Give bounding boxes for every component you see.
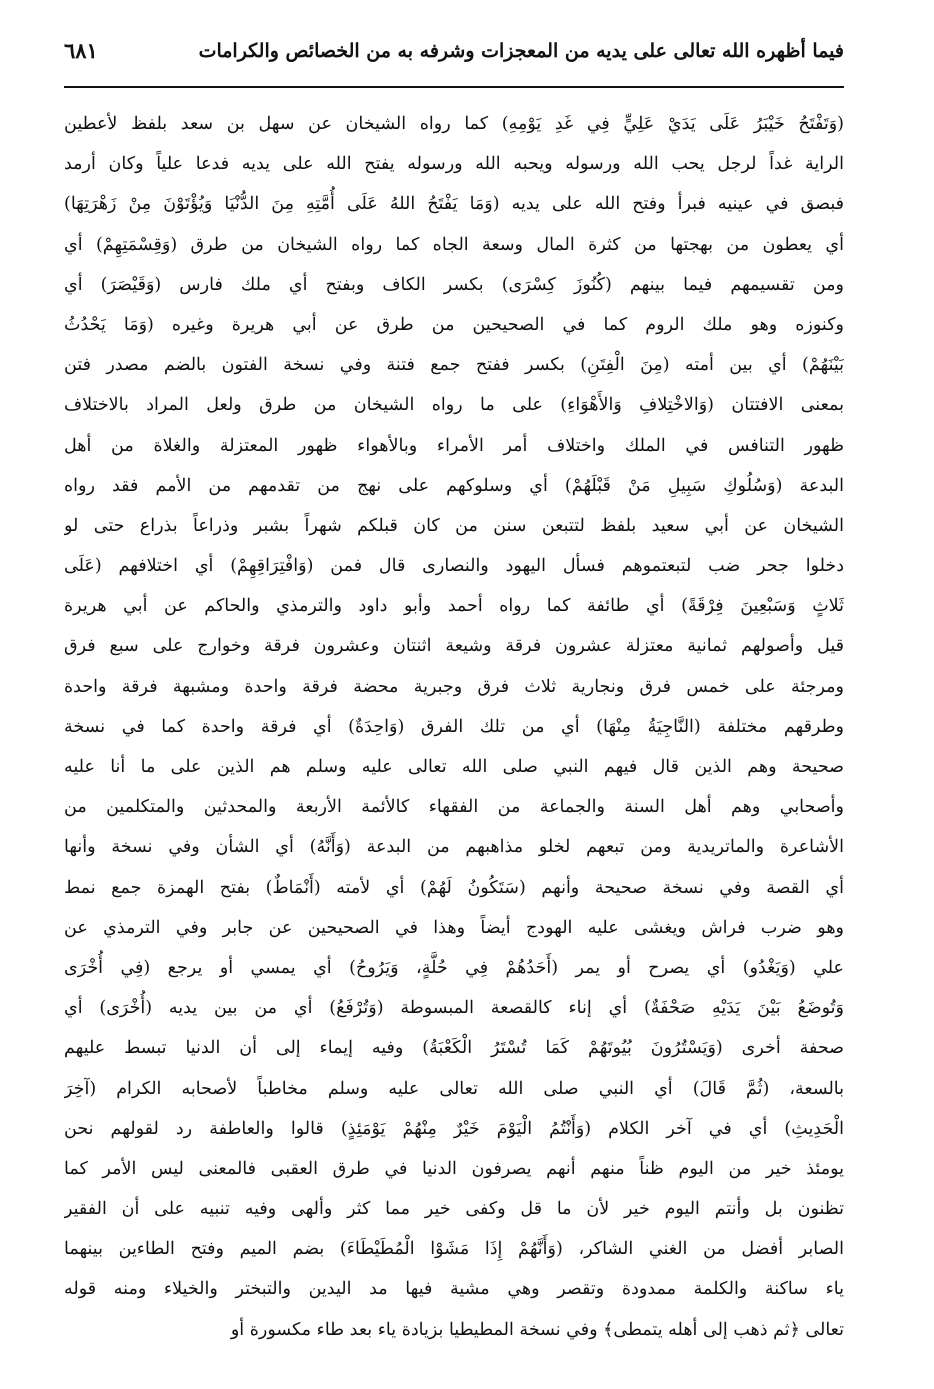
main-text — [64, 104, 844, 1350]
text-line: تظنون بل وأنتم اليوم خير لأن ما قل وكفى خير مما كثر وألهى وفيه تنبيه على أن الفقير — [64, 1199, 844, 1220]
header-rule — [64, 86, 844, 88]
page-number: ٦٨١ — [64, 38, 98, 63]
text-line: يومئذ خير من اليوم ظناً منهم أنهم يصرفون الدنيا في طرق العقبى فالمعنى ليس الأمر كما — [64, 1158, 844, 1179]
text-line: بالسعة، (ثُمَّ قَالَ) أي النبي صلى الله تعالى عليه وسلم مخاطباً لأصحابه الكرام (آخِرَ — [64, 1078, 844, 1099]
text-line: دخلوا جحر ضب لتبعتموهم فسأل اليهود والنصارى قال فمن (وَافْتِرَاقِهِمْ) أي اختلافهم (عَلَى — [64, 556, 844, 577]
text-line: علي (وَيَغْدُو) أي يصرح أو يمر (أَحَدُهُمْ فِي حُلَّةٍ، وَيَرُوحُ) أي يمسي أو يرجع (فِي أُخْرَى — [64, 957, 844, 978]
text-line: صحفة أخرى (وَيَسْتُرُونَ بُيُوتَهُمْ كَمَا تُسْتَرُ الْكَعْبَةُ) وفيه إيماء إلى أن الدنيا تبسط عليهم — [64, 1038, 844, 1059]
text-line: ثَلاثٍ وَسَبْعِينَ فِرْقَةً) أي طائفة كما رواه أحمد وأبو داود والترمذي والحاكم عن أبي هريرة — [64, 596, 844, 617]
text-line: ومن تقسيمهم فيما بينهم (كُنُوزَ كِسْرَى) بكسر الكاف وبفتح أي ملك فارس (وَقَيْصَرَ) أي — [64, 274, 844, 295]
text-line: وكنوزه وهو ملك الروم كما في الصحيحين من طرق عن أبي هريرة وغيره (وَمَا يَحْدُثُ — [64, 314, 844, 335]
text-line: الراية غداً لرجل يحب الله ورسوله ويحبه الله ورسوله يفتح الله على يديه فدعا علياً وكان أرمد — [64, 154, 844, 175]
text-line: تعالى ﴿ثم ذهب إلى أهله يتمطى﴾ وفي نسخة المطيطيا بزيادة ياء بعد طاء مكسورة أو — [230, 1319, 844, 1340]
text-line: بَيْنَهُمْ) أي بين أمته (مِنَ الْفِتَنِ) بكسر ففتح جمع فتنة وفي نسخة الفتون بالضم مصدر فتن — [64, 355, 844, 376]
text-line: قيل وأصولهم ثمانية معتزلة عشرون فرقة وشيعة اثنتان وعشرون فرقة وخوارج على سبع فرق — [64, 636, 844, 657]
text-line: الأشاعرة والماتريدية ومن تبعهم لخلو مذاهبهم من البدعة (وَأَنَّهُ) أي الشأن وفي نسخة وأنها — [64, 837, 844, 858]
running-title: فيما أظهره الله تعالى على يديه من المعجزات وشرفه به من الخصائص والكرامات — [198, 40, 844, 62]
text-line: الصابر أفضل من الغني الشاكر، (وَأَنَّهُمْ إِذَا مَشَوْا الْمُطَيْطَاءَ) بضم الميم وفتح الطاءين بينهما — [64, 1239, 844, 1260]
text-line: أي القصة وفي نسخة صحيحة وأنهم (سَتَكُونُ لَهُمْ) أي لأمته (أَنْمَاطٌ) بفتح الهمزة جمع نمط — [64, 877, 844, 898]
text-line: وَتُوضَعُ بَيْنَ يَدَيْهِ صَحْفَةٌ) أي إناء كالقصعة المبسوطة (وَتُرْفَعُ) أي من بين يديه (أُخْرَى) أي — [64, 998, 844, 1019]
text-line: الشيخان عن أبي سعيد بلفظ لتتبعن سنن من كان قبلكم شهراً بشبر وذراعاً بذراع حتى لو — [64, 515, 844, 536]
page-header — [64, 36, 844, 80]
text-line: وأصحابي وهم أهل السنة والجماعة من الفقهاء كالأئمة الأربعة والمحدثين والمتكلمين من — [64, 797, 844, 818]
text-line: (وَتَفْتَحُ خَيْبَرُ عَلَى يَدَيْ عَلِيٍّ فِي غَدِ يَوْمِهِ) كما رواه الشيخان عن سهل بن سعد بلفظ لأعطين — [64, 114, 844, 134]
text-line: وطرقهم مختلفة (النَّاجِيَةُ مِنْهَا) أي من تلك الفرق (وَاحِدَةٌ) أي فرقة واحدة كما في نسخة — [64, 716, 844, 737]
text-line: الْحَدِيثِ) أي في آخر الكلام (وَأَنْتُمُ الْيَوْمَ خَيْرٌ مِنْهُمْ يَوْمَئِذٍ) قالوا والعاطفة رد لقولهم نحن — [64, 1118, 844, 1139]
text-line: أي يعطون من بهجتها من كثرة المال وسعة الجاه كما رواه الشيخان من طرق (وَقِسْمَتِهِمْ) أي — [64, 234, 844, 255]
text-line: بمعنى الافتتان (وَالاخْتِلافِ وَالأَهْوَاءِ) على ما رواه الشيخان من طرق ولعل المراد بالاختلاف — [64, 395, 844, 416]
text-line: فبصق في عينيه فبرأ وفتح الله على يديه (وَمَا يَفْتَحُ اللهُ عَلَى أُمَّتِهِ مِنَ الدُّنْيَا وَيُؤْتَوْنَ مِنْ زَهْرَتِهَا) — [64, 194, 844, 215]
text-line: صحيحة وهم الذين قال فيهم النبي صلى الله تعالى عليه وسلم هم الذين على ما أنا عليه — [64, 757, 844, 777]
text-line: ومرجئة على خمس فرق ونجارية ثلاث فرق وجبرية محضة فرقة واحدة ومشبهة فرقة واحدة — [64, 676, 844, 697]
text-line: ظهور التنافس في الملك واختلاف أمر الأمراء وبالأهواء ظهور المعتزلة والغلاة من أهل — [64, 435, 844, 456]
text-line: وهو ضرب فراش ويغشى عليه الهودج أيضاً وهذا في الصحيحين عن جابر وفي الترمذي عن — [64, 917, 844, 938]
text-line: البدعة (وَسُلُوكِ سَبِيلِ مَنْ قَبْلَهُمْ) أي وسلوكهم على نهج من تقدمهم من الأمم فقد رواه — [64, 475, 844, 496]
text-line: ياء ساكنة والكلمة ممدودة وتقصر وهي مشية فيها مد اليدين والتبختر والخيلاء ومنه قوله — [64, 1279, 844, 1300]
